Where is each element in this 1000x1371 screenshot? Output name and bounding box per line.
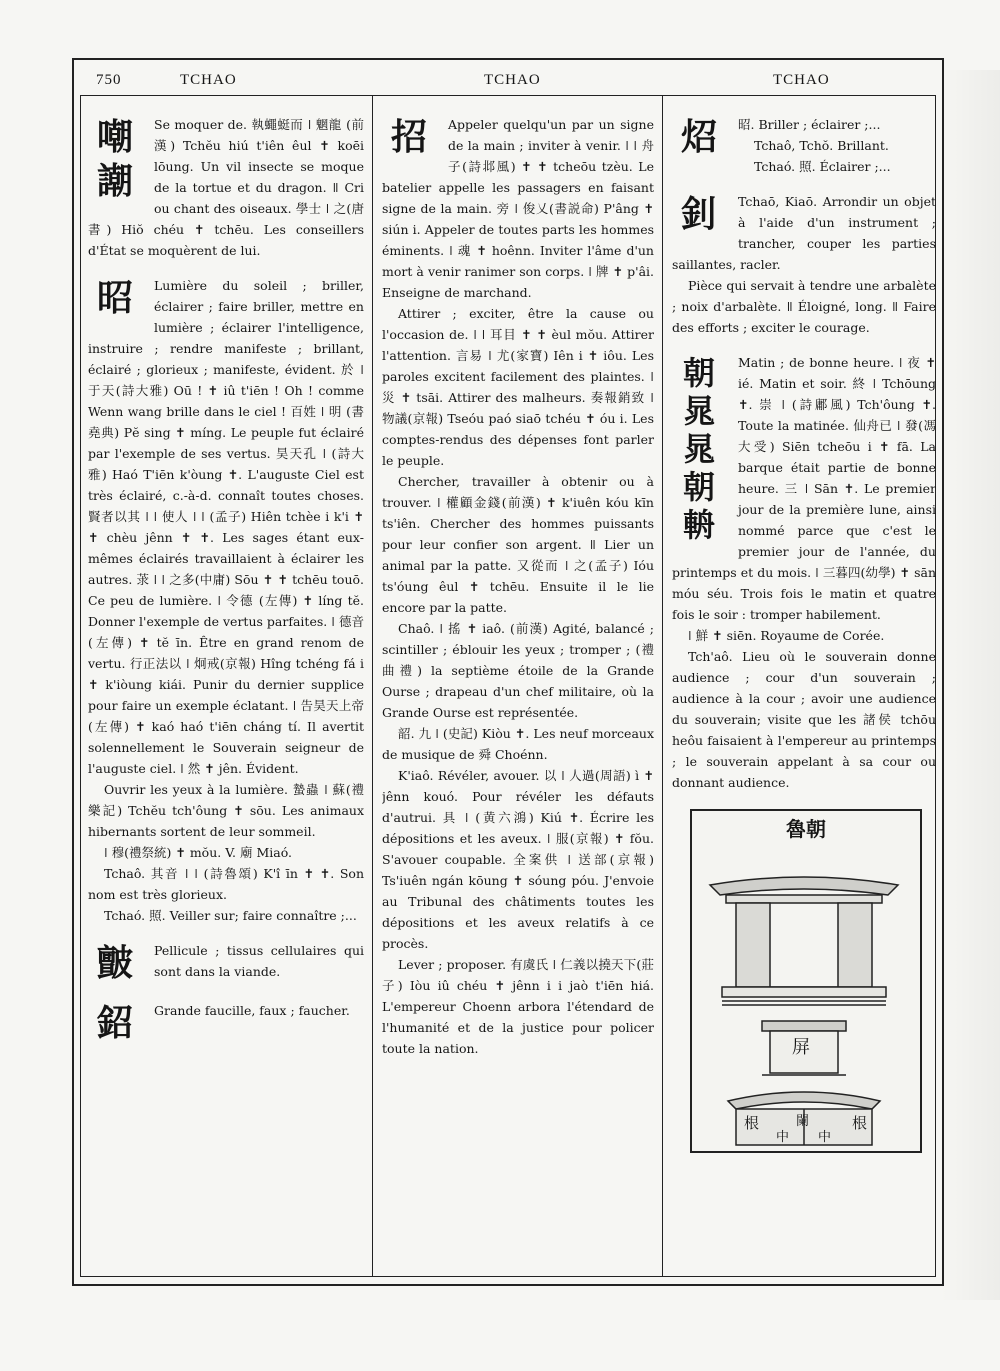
dictionary-entry bbox=[88, 114, 364, 261]
column-middle bbox=[382, 114, 654, 1264]
dictionary-entry bbox=[672, 191, 936, 338]
headword-character: 釗 bbox=[680, 194, 717, 235]
headword-glyphs bbox=[672, 116, 726, 160]
door-label: 根 bbox=[852, 1114, 868, 1132]
column-right bbox=[672, 114, 936, 1264]
entry-paragraph: Pièce qui servait à tendre une arbalète ; noix d'arbalète. ǁ Éloigné, long. ǁ Faire des efforts ; exciter le courage. bbox=[672, 278, 936, 335]
dictionary-entry bbox=[88, 940, 364, 986]
headword-character: 朝 bbox=[682, 354, 715, 392]
column-rule bbox=[662, 96, 663, 1276]
entry-paragraph: Tchaô. 其音 ǀ ǀ (詩魯頌) K'î īn ✝ ✝. Son nom est très glorieux. bbox=[88, 866, 364, 902]
column-right-entries bbox=[672, 114, 936, 793]
entry-paragraph: Grande faucille, faux ; faucher. bbox=[154, 1003, 350, 1018]
door-label: 闌 bbox=[796, 1114, 810, 1129]
column-rule bbox=[372, 96, 373, 1276]
headword-glyphs bbox=[88, 1002, 142, 1046]
dictionary-entry bbox=[88, 1000, 364, 1046]
entry-paragraph: Tch'aô. Lieu où le souverain donne audience ; cour d'un souverain ; audience à la cour ; avoir une audience du souverain; visite que les 諸侯 tchōu heôu faisaient à l'empereur au printemps ; le souverain appelant à sa cour ou donnant audience. bbox=[672, 649, 936, 790]
header-left-title: TCHAO bbox=[180, 72, 237, 88]
headword-glyphs bbox=[382, 116, 436, 160]
entry-paragraph: Pellicule ; tissus cellulaires qui sont dans la viande. bbox=[154, 943, 364, 979]
entry-paragraph: ǀ 穆(禮祭統) ✝ mŏu. V. 廟 Miaó. bbox=[104, 845, 293, 860]
headword-character: 鉊 bbox=[96, 1003, 133, 1044]
entry-paragraph: Tchaó. 照. Veiller sur; faire connaître ;... bbox=[104, 908, 357, 923]
dictionary-entry bbox=[672, 352, 936, 793]
entry-paragraph: K'iaô. Révéler, avouer. 以 ǀ 人過(周語) ì ✝ jênn kouó. Pour révéler les défauts d'autrui. 具 ǀ (黄六鴻) Kiú ✝. Écrire les dépositions et les aveux. ǀ 服(京報) ✝ fŏu. S'avouer coupable. 全案供 ǀ 送部(京報) Ts'iuên ngán kōung ✝ sóung póu. J'envoie au Tribunal des châtiments toutes les dépositions et les aveux relatifs à ce procès. bbox=[382, 768, 654, 951]
screen-label: 屏 bbox=[792, 1037, 810, 1058]
entry-paragraph: 韶. 九 ǀ (史記) Kiòu ✝. Les neuf morceaux de musique de 舜 Choénn. bbox=[382, 726, 654, 762]
entry-paragraph: Attirer ; exciter, être la cause ou l'occasion de. ǀ ǀ 耳目 ✝ ✝ èul mŏu. Attirer l'attention. 言易 ǀ 尤(家寶) Iên i ✝ iôu. Les paroles excitent facilement des plaintes. ǀ 災 ✝ tsāi. Attirer des malheurs. 奏報銷致 ǀ 物議(京報) Tseóu paó siaō tchéu ✝ óu i. Les comptes-rendus des dépenses font parler le peuple. bbox=[382, 306, 654, 468]
headword-character: 皽 bbox=[96, 943, 133, 984]
headword-character: 招 bbox=[390, 117, 427, 158]
entry-paragraph: Se moquer de. 執蠅蜓而 ǀ 魍龍 (前漢) Tchĕu hiú t'iên êul ✝ koēi lōung. Un vil insecte se moque de la tortue et du dragon. ǁ Cri ou chant des oiseaux. 學士 ǀ 之(唐書) Hiŏ chéu ✝ tchēu. Les conseillers d'État se moquèrent de lui. bbox=[88, 117, 364, 258]
headword-character: 嘲 bbox=[96, 117, 133, 158]
entry-paragraph: Tchaō, Kiaō. Arrondir un objet à l'aide d'un instrument ; trancher, couper les parties saillantes, racler. bbox=[672, 194, 936, 272]
entry-paragraph: Matin ; de bonne heure. ǀ 夜 ✝ ié. Matin et soir. 終 ǀ Tchōung ✝. 崇 ǀ (詩鄘風) Tch'ôung ✝. Toute la matinée. 仙舟已 ǀ 發(馮大受) Siēn tcheōu i ✝ fā. La barque était partie de bonne heure. 三 ǀ Sān ✝. Le premier jour de la première lune, ainsi nommé parce que c'est le premier jour de l'année, du printemps et du mois. ǀ 三暮四(幼學) ✝ sān móu séu. Trois fois le matin et quatre fois le soir : tromper habilement. bbox=[672, 355, 936, 622]
header-center-title: TCHAO bbox=[484, 72, 541, 88]
column-left bbox=[88, 114, 364, 1264]
headword-glyphs bbox=[672, 193, 726, 237]
headword-glyphs bbox=[88, 277, 142, 321]
headword-glyphs bbox=[672, 354, 726, 544]
header-right-title: TCHAO bbox=[773, 72, 830, 88]
dictionary-entry bbox=[672, 114, 936, 177]
entry-paragraph: Ouvrir les yeux à la lumière. 蟄蟲 ǀ 蘇(禮樂記) Tchĕu tch'ôung ✝ sōu. Les animaux hibernants sortent de leur sommeil. bbox=[88, 782, 364, 839]
dictionary-entry bbox=[88, 275, 364, 926]
headword-character: 謿 bbox=[96, 161, 133, 202]
page-edge-shadow bbox=[940, 70, 1000, 1300]
entry-paragraph: Chercher, travailler à obtenir ou à trouver. ǀ 權顧金錢(前漢) ✝ k'iuên kóu kīn ts'iên. Chercher des hommes puissants pour leur confier son argent. ǁ Lier un animal par la patte. 又從而 ǀ 之(孟子) Ióu ts'óung êul ✝ tchēu. Ensuite il le lie encore par la patte. bbox=[382, 474, 654, 615]
headword-character: 朝 bbox=[682, 468, 715, 506]
entry-paragraph: Tchaô, Tchŏ. Brillant. bbox=[754, 138, 889, 153]
headword-character: 昭 bbox=[96, 278, 133, 319]
door-label: 中 bbox=[818, 1130, 832, 1145]
entry-paragraph: Chaô. ǀ 搖 ✝ iaô. (前漢) Agité, balancé ; scintiller ; éblouir les yeux ; tromper ; (禮曲禮) la septième étoile de la Grande Ourse ; drapeau d'un chef militaire, où la Grande Ourse est représentée. bbox=[382, 621, 654, 720]
headword-character: 炤 bbox=[680, 117, 717, 158]
dictionary-entry bbox=[382, 114, 654, 1059]
entry-paragraph: Tchaó. 照. Éclairer ;... bbox=[754, 159, 891, 174]
headword-glyphs bbox=[88, 942, 142, 986]
door-label: 中 bbox=[776, 1130, 790, 1145]
headword-character: 晁 bbox=[682, 392, 715, 430]
entry-paragraph: ǀ 鮮 ✝ siēn. Royaume de Corée. bbox=[688, 628, 885, 643]
entry-paragraph: Lumière du soleil ; briller, éclairer ; faire briller, mettre en lumière ; éclairer l'intelligence, instruire ; rendre manifeste ; brillant, éclairé ; glorieux ; manifeste, évident. 於 ǀ 于天(詩大雅) Oū ! ✝ iû t'iēn ! Oh ! comme Wenn wang brille dans le ciel ! 百姓 ǀ 明 (書堯典) Pĕ sing ✝ míng. Le peuple fut éclairé par l'exemple de ses vertus. 昊天孔 ǀ (詩大雅) Haó T'iēn k'òung ✝. L'auguste Ciel est très éclairé, c.-à-d. connaît toutes choses. 賢者以其 ǀ ǀ 使人 ǀ ǀ (孟子) Hiên tchèe i k'i ✝ ✝ chèu jênn ✝ ✝. Les sages étant eux-mêmes éclairés travaillaient à éclairer les autres. 莍 ǀ ǀ 之多(中庸) Sōu ✝ ✝ tchēu touō. Ce peu de lumière. ǀ 令德 (左傳) ✝ líng tĕ. Donner l'exemple de vertus parfaites. ǀ 德音(左傳) ✝ tĕ īn. Être en grand renom de vertu. 行正法以 ǀ 炯戒(京報) Hîng tchéng fá i ✝ k'iòung kiái. Punir du dernier supplice pour faire un exemple éclatant. ǀ 告昊天上帝(左傳) ✝ kaó haó t'iēn cháng tí. Il avertit solennellement le Souverain seigneur de l'auguste ciel. ǀ 然 ✝ jên. Évident. bbox=[88, 278, 364, 776]
illustration-plate bbox=[690, 809, 922, 1153]
entry-paragraph: Lever ; proposer. 有虞氏 ǀ 仁義以撓天下(莊子) Iòu iû chéu ✝ jênn i i jaò t'iēn hiá. L'empereur Choenn arbora l'étendard de l'humanité et de la justice pour policer toute la nation. bbox=[382, 957, 654, 1056]
illustration-drawing bbox=[692, 811, 916, 1147]
headword-glyphs bbox=[88, 116, 142, 204]
page-number: 750 bbox=[96, 72, 122, 88]
entry-paragraph: 昭. Briller ; éclairer ;... bbox=[738, 117, 881, 132]
entry-paragraph: Appeler quelqu'un par un signe de la main ; inviter à venir. ǀ ǀ 舟子(詩邶風) ✝ ✝ tcheōu tzèu. Le batelier appelle les passagers en faisant signe de la main. 旁 ǀ 俊乂(書説命) P'âng ✝ siún i. Appeler de toutes parts les hommes éminents. ǀ 魂 ✝ hoênn. Inviter l'âme d'un mort à venir ranimer son corps. ǀ 牌 ✝ p'âi. Enseigne de marchand. bbox=[382, 117, 654, 300]
door-label: 根 bbox=[744, 1114, 760, 1132]
headword-character: 晁 bbox=[682, 430, 715, 468]
illustration-title: 魯朝 bbox=[786, 817, 826, 841]
headword-character: 輈 bbox=[682, 506, 715, 544]
